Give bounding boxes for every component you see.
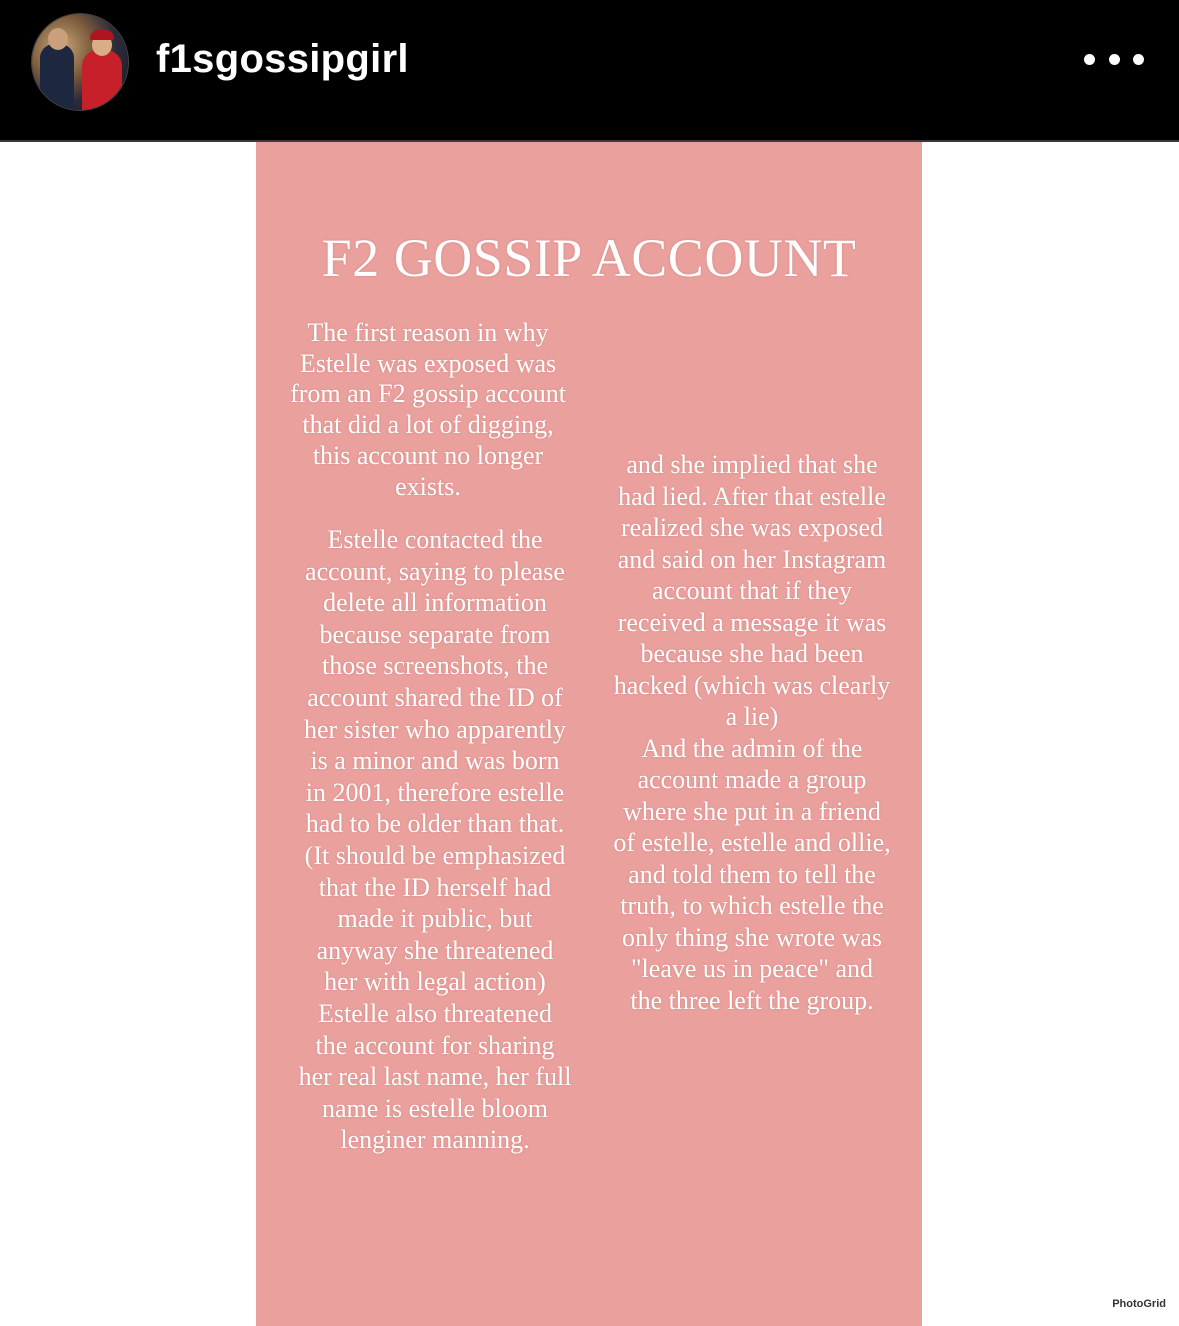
right-paragraph: and she implied that she had lied. After that estelle realized she was exposed and said on her Instagram account that if they received a message it was because she had been hacked (which was clearly a lie) And the admin of the account made a group where she put in a friend of estelle, estelle and ollie, and told them to tell the truth, to which estelle the only thing she wrote was "leave us in peace" and the three left the group. xyxy=(613,450,891,1015)
avatar-figure-right xyxy=(82,50,122,110)
avatar-figure-left xyxy=(40,44,74,110)
story-title: F2 GOSSIP ACCOUNT xyxy=(321,228,857,288)
avatar-head-left xyxy=(48,28,68,50)
photogrid-watermark: PhotoGrid xyxy=(1112,1298,1166,1310)
more-options-icon[interactable] xyxy=(1084,44,1144,74)
story-header xyxy=(0,0,1179,142)
left-paragraph-2: Estelle contacted the account, saying to please delete all information because separate from those screenshots, the account shared the ID of her sister who apparently is a minor and was born in 2001, therefore estelle had to be older than that. (It should be emphasized that the ID herself had made it public, but anyway she threatened her with legal action) Estelle also threatened the account for sharing her real last name, her full name is estelle bloom lenginer manning. xyxy=(298,525,572,1155)
more-dot xyxy=(1084,54,1095,65)
profile-avatar[interactable] xyxy=(32,14,128,110)
more-dot xyxy=(1133,54,1144,65)
story-image xyxy=(256,142,922,1326)
username[interactable]: f1sgossipgirl xyxy=(156,37,409,81)
avatar-cap-right xyxy=(90,30,114,40)
left-paragraph-1: The first reason in why Estelle was exposed was from an F2 gossip account that did a lot of digging, this account no longer exists. xyxy=(290,318,566,501)
more-dot xyxy=(1109,54,1120,65)
